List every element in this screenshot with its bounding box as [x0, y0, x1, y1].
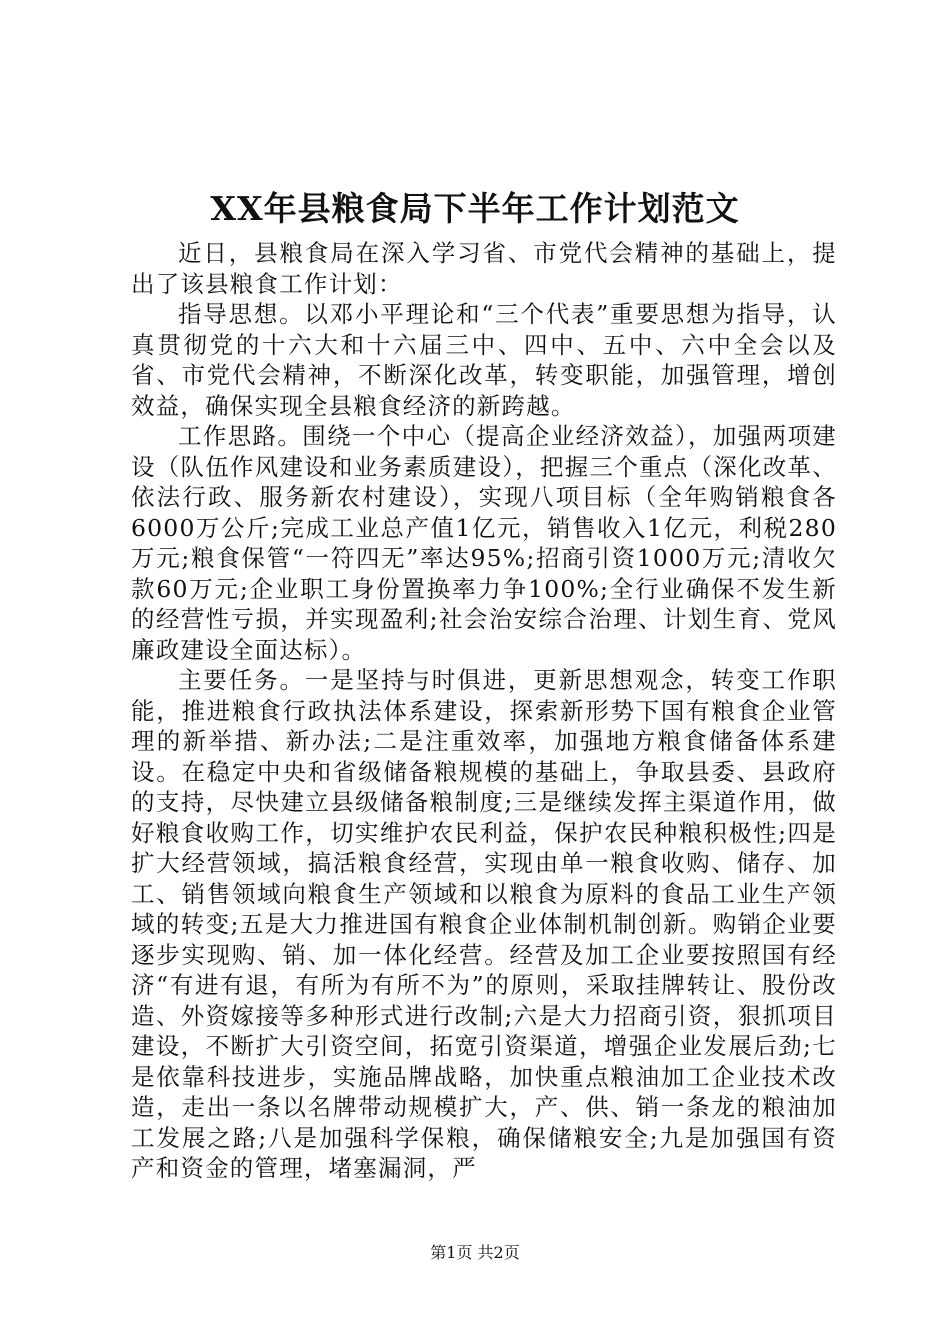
- paragraph-work-approach: 工作思路。围绕一个中心（提高企业经济效益），加强两项建设（队伍作风建设和业务素质建设），把握三个重点（深化改革、依法行政、服务新农村建设），实现八项目标（全年购销粮食各6000万公斤;完成工业总产值1亿元，销售收入1亿元，利税280万元;粮食保管“一符四无”率达95%;招商引资1000万元;清收欠款60万元;企业职工身份置换率力争100%;全行业确保不发生新的经营性亏损，并实现盈利;社会治安综合治理、计划生育、党风廉政建设全面达标）。: [131, 422, 837, 664]
- page-number-footer: 第1页 共2页: [430, 1243, 520, 1262]
- document-body: [131, 238, 837, 1184]
- paragraph-intro: 近日，县粮食局在深入学习省、市党代会精神的基础上，提出了该县粮食工作计划：: [131, 239, 837, 298]
- paragraph-guiding-thought: 指导思想。以邓小平理论和“三个代表”重要思想为指导，认真贯彻党的十六大和十六届三中、四中、五中、六中全会以及省、市党代会精神，不断深化改革，转变职能，加强管理，增创效益，确保实现全县粮食经济的新跨越。: [131, 300, 837, 420]
- paragraph-main-tasks: 主要任务。一是坚持与时俱进，更新思想观念，转变工作职能，推进粮食行政执法体系建设，探索新形势下国有粮食企业管理的新举措、新办法;二是注重效率，加强地方粮食储备体系建设。在稳定中央和省级储备粮规模的基础上，争取县委、县政府的支持，尽快建立县级储备粮制度;三是继续发挥主渠道作用，做好粮食收购工作，切实维护农民利益，保护农民种粮积极性;四是扩大经营领域，搞活粮食经营，实现由单一粮食收购、储存、加工、销售领域向粮食生产领域和以粮食为原料的食品工业生产领域的转变;五是大力推进国有粮食企业体制机制创新。购销企业要逐步实现购、销、加一体化经营。经营及加工企业要按照国有经济“有进有退，有所为有所不为”的原则，采取挂牌转让、股份改造、外资嫁接等多种形式进行改制;六是大力招商引资，狠抓项目建设，不断扩大引资空间，拓宽引资渠道，增强企业发展后劲;七是依靠科技进步，实施品牌战略，加快重点粮油加工企业技术改造，走出一条以名牌带动规模扩大，产、供、销一条龙的粮油加工发展之路;八是加强科学保粮，确保储粮安全;九是加强国有资产和资金的管理，堵塞漏洞，严: [131, 666, 837, 1182]
- document-title: XX年县粮食局下半年工作计划范文: [210, 189, 740, 228]
